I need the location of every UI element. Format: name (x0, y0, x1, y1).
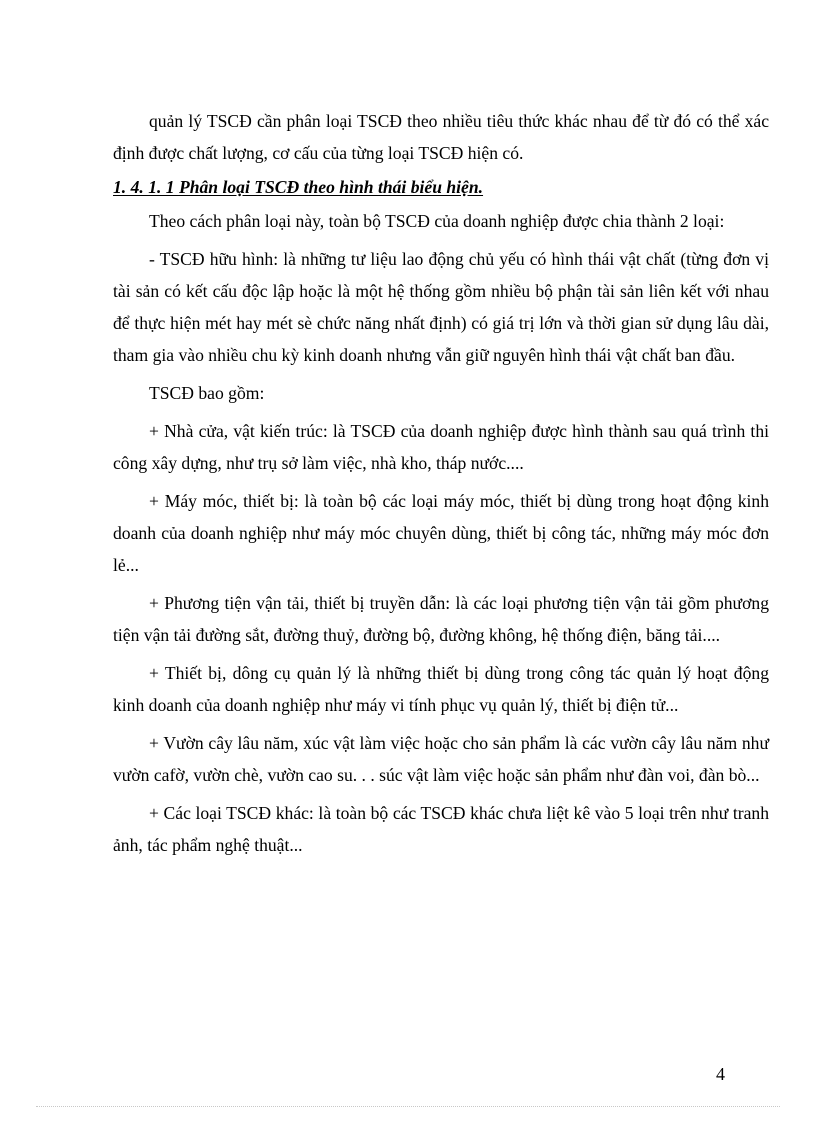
list-item-other-assets: + Các loại TSCĐ khác: là toàn bộ các TSCĐ khác chưa liệt kê vào 5 loại trên như tranh ảnh, tác phẩm nghệ thuật... (113, 803, 769, 855)
section-heading: 1. 4. 1. 1 Phân loại TSCĐ theo hình thái biểu hiện. (113, 177, 484, 197)
intro-paragraph: quản lý TSCĐ cần phân loại TSCĐ theo nhiều tiêu thức khác nhau để từ đó có thể xác định được chất lượng, cơ cấu của từng loại TSCĐ hiện có. (113, 111, 769, 163)
list-item-transport: + Phương tiện vận tải, thiết bị truyền dẫn: là các loại phương tiện vận tải gồm phương tiện vận tải đường sắt, đường thuỷ, đường bộ, đường không, hệ thống điện, băng tải.... (113, 593, 769, 645)
includes-label: TSCĐ bao gồm: (149, 383, 265, 403)
list-item-machinery: + Máy móc, thiết bị: là toàn bộ các loại máy móc, thiết bị dùng trong hoạt động kinh doanh của doanh nghiệp như máy móc chuyên dùng, thiết bị công tác, những máy móc đơn lẻ... (113, 491, 769, 575)
classification-intro: Theo cách phân loại này, toàn bộ TSCĐ của doanh nghiệp được chia thành 2 loại: (149, 211, 725, 231)
list-item-management-tools: + Thiết bị, dông cụ quản lý là những thiết bị dùng trong công tác quản lý hoạt động kinh doanh của doanh nghiệp như máy vi tính phục vụ quản lý, thiết bị điện tử... (113, 663, 769, 715)
list-item-buildings: + Nhà cửa, vật kiến trúc: là TSCĐ của doanh nghiệp được hình thành sau quá trình thi công xây dựng, như trụ sở làm việc, nhà kho, tháp nước.... (113, 421, 769, 473)
page-number: 4 (716, 1064, 725, 1084)
page-body (113, 105, 769, 861)
tangible-asset-definition: - TSCĐ hữu hình: là những tư liệu lao động chủ yếu có hình thái vật chất (từng đơn vị tài sản có kết cấu độc lập hoặc là một hệ thống gồm nhiều bộ phận tài sản liên kết với nhau để thực hiện mét hay mét sè chức năng nhất định) có giá trị lớn và thời gian sử dụng lâu dài, tham gia vào nhiều chu kỳ kinh doanh nhưng vẫn giữ nguyên hình thái vật chất ban đầu. (113, 249, 769, 365)
list-item-perennial-plants: + Vườn cây lâu năm, xúc vật làm việc hoặc cho sản phẩm là các vườn cây lâu năm như vườn cafờ, vườn chè, vườn cao su. . . súc vật làm việc hoặc sản phẩm như đàn voi, đàn bò... (113, 733, 769, 785)
footer-divider (36, 1106, 780, 1107)
